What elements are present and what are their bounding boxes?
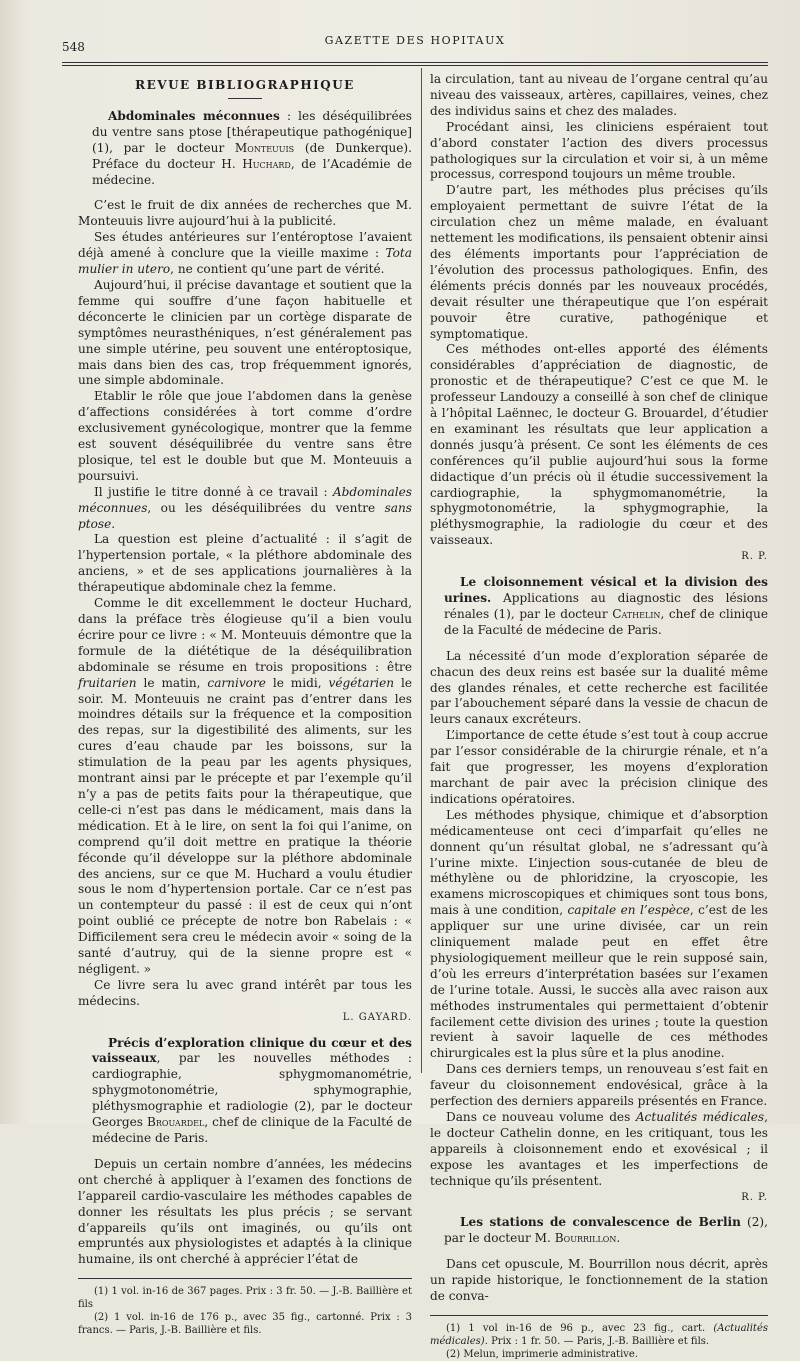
paragraph: La question est pleine d’actualité : il s’agit de l’hypertension portale, « la pléthore abdominale des anciens, » et de ses applications journalières à la thérapeutique abdominale chez la femme. — [78, 532, 412, 595]
paragraph: Depuis un certain nombre d’années, les médecins ont cherché à appliquer à l’examen des fonctions de l’appareil cardio-vasculaire les méthodes capables de donner les résultats les plus précis ; se servant d’appareils qu’ils ont imaginés, ou qu’ils ont empruntés aux physiologistes et adaptés à la clinique humaine, ils ont cherché à apprécier l’état de — [78, 1156, 412, 1267]
review-heading-cloisonnement: Le cloisonnement vésical et la division des urines. Applications au diagnostic des lésions rénales (1), par le docteur Cathelin, chef de clinique de la Faculté de médecine de Paris. — [444, 575, 768, 637]
page-number: 548 — [62, 40, 85, 54]
paragraph: Etablir le rôle que joue l’abdomen dans la genèse d’affections considérées à tort comme d’ordre exclusivement gynécologique, montrer que la femme est souvent déséquilibrée du ventre sans être plosique, tel est le double but que M. Monteuuis a poursuivi. — [78, 389, 412, 483]
footnote-rule — [78, 1278, 412, 1279]
paragraph: Ses études antérieures sur l’entéroptose l’avaient déjà amené à conclure que la vieille maxime : Tota mulier in utero, ne contient qu’une part de vérité. — [78, 230, 412, 277]
paragraph: la circulation, tant au niveau de l’organe central qu’au niveau des vaisseaux, artères, capillaires, veines, chez des individus sains et chez des malades. — [430, 72, 768, 118]
section-title: REVUE BIBLIOGRAPHIQUE — [135, 78, 355, 92]
review-title: Précis d’exploration clinique du cœur et des vaisseaux — [92, 1035, 412, 1066]
header-rule-double — [62, 65, 768, 66]
review-title: Les stations de convalescence de Berlin — [460, 1215, 741, 1230]
paragraph: Il justifie le titre donné à ce travail : Abdominales méconnues, ou les déséquilibrées du ventre sans ptose. — [78, 484, 412, 531]
author-name: Bourrillon — [554, 1231, 617, 1246]
footnote-rule — [430, 1315, 768, 1316]
review-heading-abdominales: Abdominales méconnues : les déséquilibrées du ventre sans ptose [thérapeutique pathogénique] (1), par le docteur Monteuuis (de Dunkerque). Préface du docteur H. Huchard, de l’Académie de médecine. — [92, 108, 413, 187]
column-separator — [421, 68, 422, 1073]
running-title: GAZETTE DES HOPITAUX — [324, 34, 506, 47]
paragraph: C’est le fruit de dix années de recherches que M. Monteuuis livre aujourd’hui à la publicité. — [78, 198, 412, 229]
signature: R. P. — [741, 551, 768, 563]
footnote: (2) Melun, imprimerie administrative. — [446, 1348, 639, 1360]
paragraph: Dans ce nouveau volume des Actualités médicales, le docteur Cathelin donne, en les critiquant, tous les appareils à cloisonnement endo et exovésical ; il expose les avantages et les imperfections de technique qu’ils présentent. — [430, 1110, 768, 1188]
footnote: (1) 1 vol in-16 de 96 p., avec 23 fig., cart. (Actualités médicales). Prix : 1 fr. 50. — Paris, J.-B. Baillière et fils. — [430, 1322, 768, 1347]
review-heading-berlin: Les stations de convalescence de Berlin (2), par le docteur M. Bourrillon. — [444, 1215, 768, 1246]
paragraph: Les méthodes physique, chimique et d’absorption médicamenteuse ont ceci d’imparfait qu’elles ne donnent qu’un résultat global, ne s’adressant qu’à l’urine mixte. L’injection sous-cutanée de bleu de méthylène ou de phloridzine, la cryoscopie, les examens microscopiques et chimiques sont tous bons, mais à une condition, capitale en l’espèce, c’est de les appliquer sur une urine divisée, car un rein cliniquement malade peut en effet être physiologiquement meilleur que le rein supposé sain, d’où les erreurs d’interprétation basées sur l’examen de l’urine totale. Aussi, le succès alla avec raison aux méthodes instrumentales qui permettaient d’obtenir facilement cette division des urines ; toute la question revient à savoir laquelle de ces méthodes chirurgicales est la plus sûre et la plus anodine. — [430, 807, 768, 1061]
signature: L. GAYARD. — [342, 1011, 412, 1023]
footnote: (1) 1 vol. in-16 de 367 pages. Prix : 3 fr. 50. — J.-B. Baillière et fils — [78, 1286, 412, 1311]
paragraph: Ces méthodes ont-elles apporté des éléments considérables d’appréciation de diagnostic, de pronostic et de thérapeutique? C’est ce que M. le professeur Landouzy a conseillé à son chef de clinique à l’hôpital Laënnec, le docteur G. Brouardel, d’étudier en examinant les résultats que leur application a donnés jusqu’à présent. Ce sont les éléments de ces conférences qu’il publie aujourd’hui sous la forme didactique d’un précis où il étudie successivement la cardiographie, la sphygmomanométrie, la sphygmotonométrie, la sphygmographie, la pléthysmographie, la radiologie du cœur et des vaisseaux. — [430, 342, 768, 548]
paragraph: Dans ces derniers temps, un renouveau s’est fait en faveur du cloisonnement endovésical, grâce à la perfection des derniers appareils présentés en France. — [430, 1062, 768, 1109]
header-rule — [62, 62, 768, 63]
paragraph: L’importance de cette étude s’est tout à coup accrue par l’essor considérable de la chirurgie rénale, et n’a fait que progresser, les moyens d’exploration marchant de pair avec la précision clinique des indications opératoires. — [430, 728, 768, 806]
signature: R. P. — [741, 1191, 768, 1203]
paragraph: Ce livre sera lu avec grand intérêt par tous les médecins. — [78, 977, 412, 1008]
footnote: (2) 1 vol. in-16 de 176 p., avec 35 fig., cartonné. Prix : 3 francs. — Paris, J.-B. Baillière et fils. — [78, 1312, 412, 1337]
left-column — [78, 72, 412, 1337]
paragraph: D’autre part, les méthodes plus précises qu’ils employaient permettant de suivre l’état de la circulation chez un même malade, en évaluant nettement les modifications, ils pensaient obtenir ainsi des éléments importants pour l’appréciation de l’évolution des processus pathologiques. Enfin, des éléments précis donnés par les nouveaux procédés, devait résulter une thérapeutique que l’on espérait pouvoir être curative, pathogénique et symptomatique. — [430, 183, 768, 341]
section-title-rule — [228, 98, 262, 99]
review-heading-precis: Précis d’exploration clinique du cœur et des vaisseaux, par les nouvelles méthodes : cardiographie, sphygmomanométrie, sphygmotonométrie, sphymographie, pléthysmographie et radiologie (2), par le docteur Georges Brouardel, chef de clinique de la Faculté de médecine de Paris. — [92, 1035, 412, 1145]
paragraph: La nécessité d’un mode d’exploration séparée de chacun des deux reins est basée sur la dualité même des glandes rénales, et cette recherche est facilitée par l’abouchement séparé dans la vessie de chacun de leurs canaux excréteurs. — [430, 648, 768, 727]
paragraph: Comme le dit excellemment le docteur Huchard, dans la préface très élogieuse qu’il a bien voulu écrire pour ce livre : « M. Monteuuis démontre que la formule de la diététique de la déséquilibration abdominale se résume en trois propositions : être fruitarien le matin, carnivore le midi, végétarien le soir. M. Monteuuis ne craint pas d’entrer dans les moindres détails sur la fréquence et la composition des repas, sur la digestibilité des aliments, sur les cures d’eau chaude par les boissons, sur la stimulation de la peau par les agents physiques, montrant ainsi par le précepte et par l’exemple qu’il n’y a pas de petits faits pour la thérapeutique, que celle-ci n’est pas dans le médicament, mais dans la médication. Et à le lire, on sent la foi qui l’anime, on comprend qu’il doit mettre en pratique la théorie féconde qu’il développe sur la pléthore abdominale des anciens, sur ce que M. Huchard a voulu étudier sous le nom d’hypertension portale. Car ce n’est pas un contempteur du passé : il est de ceux qui n’ont point oublié ce précepte de notre bon Rabelais : « Difficilement sera creu le médecin avoir « soing de la santé d’autruy, qui de la sienne propre est « négligent. » — [78, 596, 412, 976]
author-name: Monteuuis — [234, 140, 295, 155]
right-column — [430, 72, 768, 1361]
review-title: Abdominales méconnues — [108, 108, 280, 123]
author-name: Brouardel — [146, 1115, 205, 1130]
page-header — [62, 30, 768, 60]
author-name: Cathelin — [612, 606, 661, 621]
paragraph: Procédant ainsi, les cliniciens espéraient tout d’abord constater l’action des divers processus pathologiques sur la circulation et voir si, à un même processus, correspond toujours un même trouble. — [430, 119, 768, 182]
review-title: Le cloisonnement vésical et la division des urines. — [444, 575, 768, 605]
paragraph: Dans cet opuscule, M. Bourrillon nous décrit, après un rapide historique, le fonctionnement de la station de conva- — [430, 1257, 768, 1304]
paragraph: Aujourd’hui, il précise davantage et soutient que la femme qui souffre d’une façon habituelle et déconcerte le clinicien par un cortège disparate de symptômes neurasthéniques, n’est généralement pas une simple utérine, peu souvent une entéroptosique, mais dans bien des cas, trop fréquemment ignorés, une simple abdominale. — [78, 277, 412, 388]
